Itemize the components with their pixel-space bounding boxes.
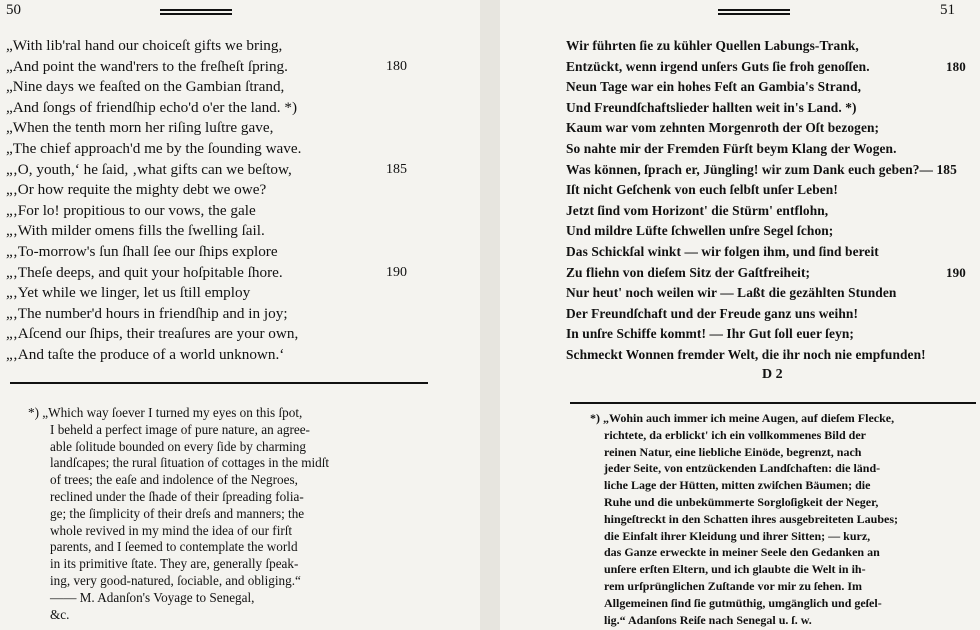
verse-text: „‚Theſe deeps, and quit your hoſpitable ſhore. bbox=[6, 263, 283, 281]
verse-text: „And ſongs of friendſhip echo'd o'er the land. *) bbox=[6, 98, 298, 116]
footnote-line: ing, very good-natured, ſociable, and obliging.“ bbox=[50, 572, 301, 588]
verse-text: „‚Aſcend our ſhips, their treaſures are your own, bbox=[6, 325, 299, 343]
footnote-line: jeder Seite, von entzückenden Landſchaften: die länd- bbox=[604, 461, 881, 476]
page-number: 51 bbox=[940, 2, 955, 18]
verse-line bbox=[566, 77, 976, 98]
footnote-line: able ſolitude bounded on every ſide by charming bbox=[50, 438, 306, 454]
header-rule bbox=[160, 9, 232, 15]
left-page bbox=[0, 0, 480, 630]
verse-text: So nahte mir der Fremden Fürſt beym Klang der Wogen. bbox=[566, 140, 897, 156]
verse-line bbox=[6, 324, 406, 345]
verse-text: Kaum war vom zehnten Morgenroth der Oſt bezogen; bbox=[566, 120, 880, 136]
footnote-line: ge; the ſimplicity of their dreſs and manners; the bbox=[50, 505, 305, 521]
verse-line bbox=[6, 221, 406, 242]
footnote-line: in its primitive ſtate. They are, generally ſpeak- bbox=[50, 556, 299, 572]
verse-line bbox=[566, 57, 976, 78]
footnote-line: reclined under the ſhade of their ſpreading folia- bbox=[50, 488, 304, 504]
footnote-line: reinen Natur, eine liebliche Einöde, begrenzt, nach bbox=[604, 444, 862, 459]
right-page bbox=[500, 0, 980, 630]
verse-line bbox=[6, 36, 406, 57]
verse-line bbox=[566, 283, 976, 304]
verse-text: Was können, ſprach er, Jüngling! wir zum Dank euch geben?— 185 bbox=[566, 161, 957, 177]
verse-text: „And point the wand'rers to the freſheſt ſpring. bbox=[6, 57, 288, 75]
footnote-line: unſere erſten Eltern, und ich glaubte die Welt in ih- bbox=[604, 562, 866, 577]
verse-list bbox=[566, 36, 976, 366]
verse-text: „‚And taſte the produce of a world unknown.‘ bbox=[6, 345, 285, 363]
verse-line bbox=[566, 139, 976, 160]
verse-line bbox=[6, 118, 406, 139]
verse-text: Jetzt ſind vom Horizont' die Stürm' entflohn, bbox=[566, 202, 829, 218]
footnote-line: richtete, da erblickt' ich ein vollkommenes Bild der bbox=[604, 427, 866, 442]
verse-line bbox=[566, 221, 976, 242]
page-number: 50 bbox=[6, 2, 21, 18]
verse-line bbox=[6, 345, 406, 366]
verse-text: „Nine days we feaſted on the Gambian ſtrand, bbox=[6, 78, 285, 96]
verse-text: „With lib'ral hand our choiceſt gifts we bring, bbox=[6, 37, 283, 54]
verse-text: „‚The number'd hours in friendſhip and in joy; bbox=[6, 304, 288, 322]
verse-line bbox=[566, 118, 976, 139]
footnote-line: *) „Which way ſoever I turned my eyes on this ſpot, bbox=[28, 405, 303, 420]
verse-line bbox=[566, 242, 976, 263]
verse-line bbox=[6, 283, 406, 304]
verse-number: 190 bbox=[386, 264, 407, 280]
verse-line bbox=[566, 98, 976, 119]
verse-line bbox=[6, 263, 406, 284]
verse-line bbox=[566, 345, 976, 366]
footnote-line: die Einfalt ihrer Kleidung und ihrer Sitten; — kurz, bbox=[604, 528, 871, 543]
footnote-citation: —— M. Adanſon's Voyage to Senegal, bbox=[50, 589, 255, 605]
footnote-line: das Ganze erweckte in meiner Seele den Gedanken an bbox=[604, 545, 880, 560]
verse-line bbox=[566, 263, 976, 284]
footnote-line: of trees; the eaſe and indolence of the Negroes, bbox=[50, 472, 298, 488]
verse-line bbox=[6, 180, 406, 201]
verse-line bbox=[566, 324, 976, 345]
footnote-line: rem urſprünglichen Zuſtande vor mir zu ſehen. Im bbox=[604, 578, 863, 593]
verse-line bbox=[566, 160, 976, 181]
verse-text: „‚Or how requite the mighty debt we owe? bbox=[6, 181, 267, 199]
verse-text: „‚O, youth,‘ he ſaid, ‚what gifts can we beſtow, bbox=[6, 160, 292, 178]
verse-text: „The chief approach'd me by the ſounding wave. bbox=[6, 139, 302, 157]
verse-line bbox=[6, 242, 406, 263]
verse-text: Neun Tage war ein hohes Feſt an Gambia's Strand, bbox=[566, 79, 862, 95]
footnote-line: *) „Wohin auch immer ich meine Augen, auf dieſem Flecke, bbox=[590, 411, 895, 425]
footnote bbox=[28, 405, 423, 623]
verse-text: „‚To-morrow's ſun ſhall ſee our ſhips explore bbox=[6, 242, 278, 260]
verse-text: Entzückt, wenn irgend unſers Guts ſie froh genoſſen. bbox=[566, 58, 870, 74]
verse-line bbox=[6, 304, 406, 325]
footnote bbox=[590, 410, 975, 628]
verse-text: „‚With milder omens fills the ſwelling ſail. bbox=[6, 222, 265, 240]
verse-number: 180 bbox=[386, 58, 407, 74]
footnote-line: whole revived in my mind the idea of our firſt bbox=[50, 522, 293, 538]
footnote-line: &c. bbox=[50, 606, 70, 622]
verse-text: „‚Yet while we linger, let us ſtill employ bbox=[6, 284, 251, 302]
verse-text: Iſt nicht Geſchenk von euch ſelbſt unſer Leben! bbox=[566, 182, 838, 198]
verse-line bbox=[6, 77, 406, 98]
footnote-citation: lig.“ Adanſons Reiſe nach Senegal u. ſ. w. bbox=[604, 612, 812, 627]
verse-line bbox=[566, 36, 976, 57]
verse-number: 190 bbox=[946, 264, 966, 280]
footnote-line: landſcapes; the rural ſituation of cottages in the midſt bbox=[50, 455, 330, 471]
verse-text: Und Freundſchaftslieder hallten weit in's Land. *) bbox=[566, 99, 857, 115]
book-gutter bbox=[480, 0, 500, 630]
verse-text: Wir führten ſie zu kühler Quellen Labungs-Trank, bbox=[566, 38, 859, 53]
footnote-line: Allgemeinen ſind ſie gutmüthig, umgänglich und geſel- bbox=[604, 595, 882, 610]
verse-text: Das Schickſal winkt — wir folgen ihm, und ſind bereit bbox=[566, 243, 879, 259]
verse-list bbox=[6, 36, 406, 366]
verse-text: „‚For lo! propitious to our vows, the gale bbox=[6, 201, 256, 219]
verse-text: „When the tenth morn her riſing luſtre gave, bbox=[6, 119, 274, 137]
verse-text: Der Freundſchaft und der Freude ganz uns weihn! bbox=[566, 305, 859, 321]
footnote-line: parents, and I ſeemed to contemplate the world bbox=[50, 539, 298, 555]
signature-mark: D 2 bbox=[762, 367, 783, 382]
verse-line bbox=[566, 180, 976, 201]
footnote-line: liche Lage der Hütten, mitten zwiſchen Bäumen; die bbox=[604, 478, 871, 493]
verse-line bbox=[6, 160, 406, 181]
footnote-line: I beheld a perfect image of pure nature, an agree- bbox=[50, 421, 310, 437]
verse-text: Zu fliehn von dieſem Sitz der Gaſtfreiheit; bbox=[566, 264, 811, 280]
verse-line bbox=[6, 201, 406, 222]
verse-line bbox=[6, 139, 406, 160]
footnote-separator bbox=[10, 382, 428, 384]
verse-text: Nur heut' noch weilen wir — Laßt die gezählten Stunden bbox=[566, 285, 897, 301]
verse-number: 180 bbox=[946, 58, 966, 74]
verse-line bbox=[566, 201, 976, 222]
verse-text: In unſre Schiffe kommt! — Ihr Gut ſoll euer ſeyn; bbox=[566, 326, 854, 342]
footnote-separator bbox=[570, 402, 976, 404]
verse-text: Schmeckt Wonnen fremder Welt, die ihr noch nie empfunden! bbox=[566, 346, 926, 362]
footnote-line: hingeſtreckt in den Schatten ihres ausgebreiteten Laubes; bbox=[604, 511, 899, 526]
verse-line bbox=[6, 98, 406, 119]
footnote-line: Ruhe und die unbekümmerte Sorgloſigkeit der Neger, bbox=[604, 494, 879, 509]
header-rule bbox=[718, 9, 790, 15]
verse-line bbox=[566, 304, 976, 325]
verse-text: Und mildre Lüfte ſchwellen unſre Segel ſchon; bbox=[566, 223, 834, 239]
verse-line bbox=[6, 57, 406, 78]
verse-number: 185 bbox=[386, 161, 407, 177]
